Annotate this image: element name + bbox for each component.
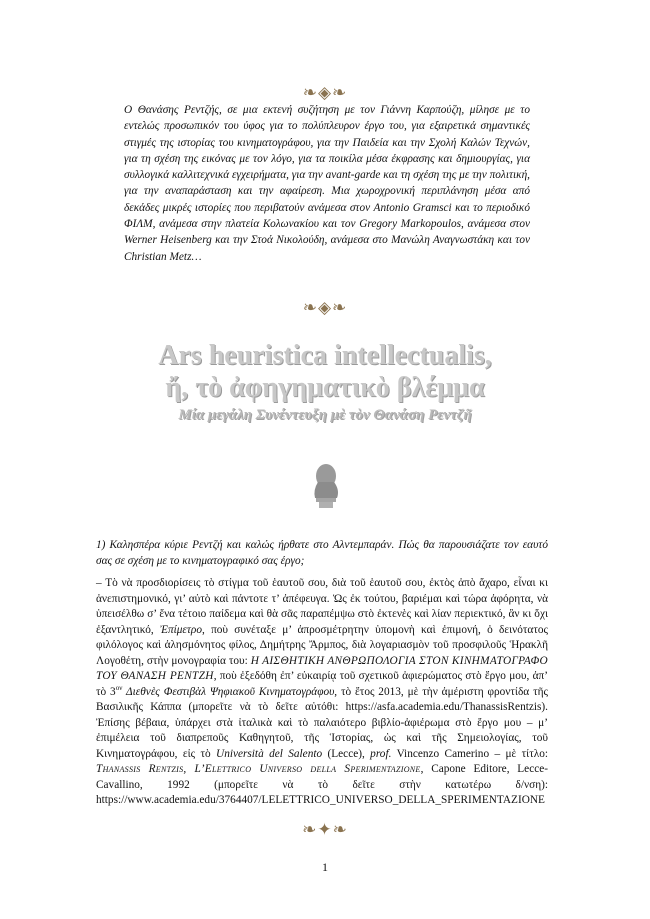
answer-p4: , τὸ ἔτος 2013, μὲ τὴν ἀμέριστη φροντίδα τῆς Βασιλικῆς Κάππα (μπορεῖτε νὰ τὸ δεῖτε αὐτόθι: https://asfa.academia.edu/ThanassisRentzis). Ἐπίσης βέβαια, ὑπάρχει στὰ ἰταλικὰ καὶ τὸ παλαιότερο βιβλίο-ἀφιέρωμα στὸ ἔργο μου – μ’ ἐπιμέλεια τοῦ διαπρεποῦς Καθηγητοῦ, τῆς Ἱστορίας, ὡς καὶ τῆς Σημειολογίας, τοῦ Κινηματογράφου, εἰς τὸ [96, 685, 548, 760]
page-number: 1 [322, 860, 328, 874]
answer-prof: prof. [370, 747, 392, 760]
middle-ornament: ❧◈❧ [302, 298, 348, 317]
bottom-ornament: ❧✦❧ [302, 820, 348, 839]
top-ornament: ❧◈❧ [302, 83, 348, 102]
question-1: 1) Καλησπέρα κύριε Ρεντζή και καλώς ήρθατε στο Αλντεμπαράν. Πώς θα παρουσιάζατε τον εαυτό σας σε σχέση με το κινηματογραφικό σας έργο; [96, 539, 548, 567]
intro-paragraph [124, 102, 530, 265]
answer-p1: – Τὸ νὰ προσδιορίσεις τὸ στίγμα τοῦ ἑαυτοῦ σου, διὰ τοῦ ἑαυτοῦ σου, ἐκτὸς ἀπὸ ἄχαρο, εἶναι κι ἀνεπιστημονικό, γι’ αὐτὸ καὶ πάντοτε τ’ ἀπέφευγα. Ὡς ἐκ τούτου, βαριέμαι καὶ τώρα ἀφόρητα, νὰ ὑπεισέλθω σ’ ἕνα τέτοιο παίδεμα καὶ θὰ σᾶς παραπέμψω στὸ ἐκτενὲς καὶ λίαν περιεκτικό, ἂν κι ὄχι ἐξαντλητικό, [96, 577, 548, 636]
title-line-1: Ars heuristica intellectualis, [158, 340, 492, 371]
answer-sup: ον [115, 683, 123, 692]
title-line-2: ἤ, τὸ ἀφηγηματικὸ βλέμμα [165, 372, 485, 403]
answer-p5: (Lecce), [322, 747, 371, 760]
main-title [0, 340, 650, 404]
answer-p7: , Capone Editore, Lecce-Cavallino, 1992 (μπορεῖτε νὰ τὸ δεῖτε στὴν κατωτέρω δ/νση): https://www.academia.edu/3764407/LELETTRICO_UNIVERSO_DELLA_SPERIMENTAZIONE [96, 763, 548, 806]
subtitle: Μία μεγάλη Συνέντευξη μὲ τὸν Θανάση Ρεντζῆ [178, 407, 472, 423]
answer-p6: Vincenzo Camerino – μὲ τίτλο: [391, 747, 548, 760]
answer-book2: Thanassis Rentzis, L’Elettrico Universo della Sperimentazione [96, 763, 421, 775]
intro-text: Ο Θανάσης Ρεντζής, σε μια εκτενή συζήτηση με τον Γιάννη Καρπούζη, μίλησε με το εντελώς προσωπικόν του ύφος για το πολύπλευρον έργο του, για εξαιρετικά σημαντικές στιγμές της ιστορίας του κινηματογράφου, για την Παιδεία και την Σχολή Καλών Τεχνών, για τη σχέση της εικόνας με τον λόγο, για τα ποικίλα μέσα έκφρασης και δημιουργίας, για συλλογικά καλλιτεχνικά εγχειρήματα, για την avant-garde και τη σχέση της με την πολιτική, για την αναπαράσταση και την αφαίρεση. Μια χωροχρονική περιπλάνηση μέσα από δεκάδες μικρές ιστορίες που περιβατούν ανάμεσα στον Antonio Gramsci και το περιοδικό ΦΙΛΜ, ανάμεσα στην πλατεία Κολωνακίου και τον Gregory Markopoulos, ανάμεσα στον Werner Heisenberg και την Στοά Νικολούδη, ανάμεσα στο Μανώλη Αναγνωστάκη και τον Christian Metz… [124, 104, 530, 263]
answer-university: Università del Salento [216, 747, 323, 760]
answer-p3: , ποὺ ἐξεδόθη ἐπ’ εὐκαιρίᾳ τοῦ σχετικοῦ ἀφιερώματος στὸ ἔργο μου, ἀπ’ τὸ 3 [96, 670, 549, 698]
answer-p2: , ποὺ συνέταξε μ’ ἀπροσμέτρητην ὑπομονὴ καὶ ἐπιμονή, ὁ δεινότατος φιλόλογος καὶ ἀλησμόνητος φίλος, Δημήτρης Ἄρμπος, διὰ λογαριασμὸν τοῦ προσφιλοῦς Ἡρακλῆ Λογοθέτη, στὴν μονογραφία του: [96, 623, 548, 667]
answer-book1: Η ΑΙΣΘΗΤΙΚΗ ΑΝΘΡΩΠΟΛΟΓΙΑ ΣΤΟΝ ΚΙΝΗΜΑΤΟΓΡΑΦΟ ΤΟΥ ΘΑΝΑΣΗ ΡΕΝΤΖΗ [96, 654, 548, 682]
answer-1 [96, 576, 548, 809]
answer-epimetro: Ἐπίμετρο [159, 623, 202, 636]
bust-portrait-icon [309, 460, 343, 510]
answer-festival: Διεθνὲς Φεστιβὰλ Ψηφιακοῦ Κινηματογράφου [122, 685, 335, 698]
